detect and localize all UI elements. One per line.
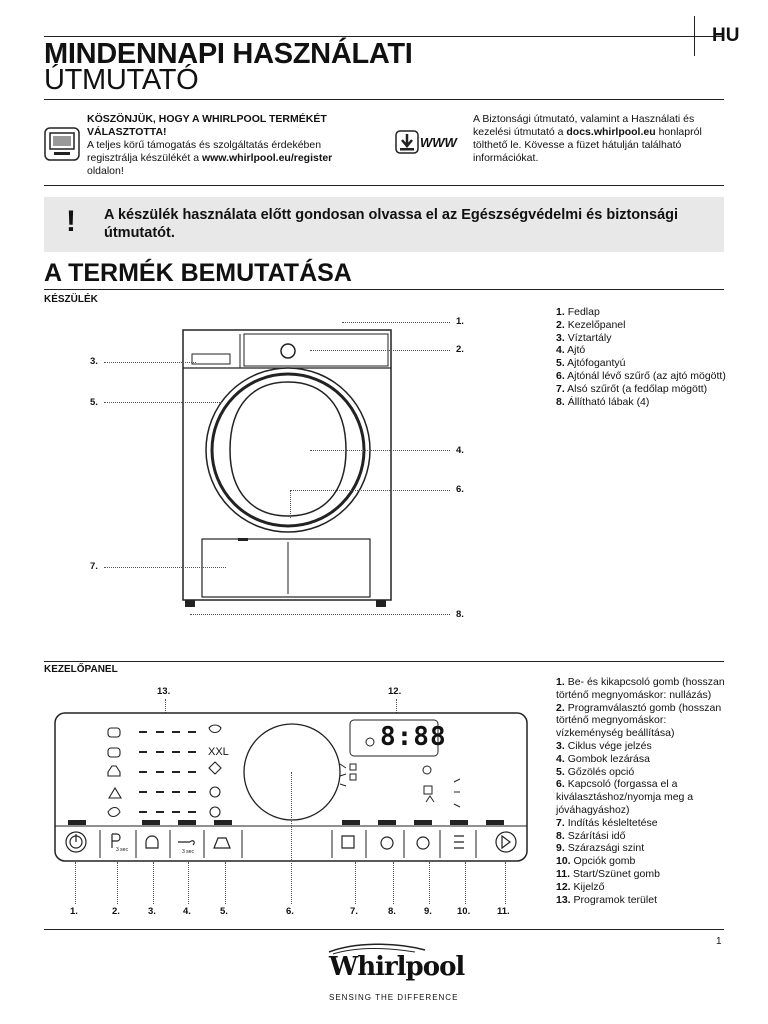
section-title: A TERMÉK BEMUTATÁSA	[44, 259, 352, 287]
thanks-text-2: oldalon!	[87, 165, 124, 177]
section-rule	[44, 289, 724, 290]
leader-b7	[355, 862, 356, 904]
panel-callout-7: 7.	[350, 906, 358, 917]
leader-4	[310, 450, 450, 451]
device-part-8: 8. Állítható lábak (4)	[556, 395, 650, 408]
warning-text: A készülék használata előtt gondosan olvassa el az Egészségvédelmi és biztonsági útmutatót.	[104, 207, 679, 241]
page-title: MINDENNAPI HASZNÁLATI	[44, 38, 413, 70]
panel-callout-10: 10.	[457, 906, 471, 917]
docs-text-1: A Biztonsági útmutató, valamint a Használati és kezelési útmutató a	[473, 113, 695, 138]
panel-part-4: 4. Gombok lezárása	[556, 752, 650, 765]
leader-b4	[188, 862, 189, 904]
device-callout-4: 4.	[456, 445, 464, 456]
program-hold-label: 3 sec	[116, 847, 128, 853]
register-link[interactable]: www.whirlpool.eu/register	[201, 152, 333, 164]
panel-callout-13: 13.	[157, 686, 171, 697]
panel-part-13: 13. Programok terület	[556, 893, 657, 906]
device-callout-7: 7.	[90, 561, 98, 572]
warning-icon: !	[66, 205, 76, 238]
leader-b1	[75, 862, 76, 904]
panel-label: KEZELŐPANEL	[44, 664, 118, 675]
leader-b10	[465, 862, 466, 904]
thanks-body	[87, 139, 362, 178]
thanks-block	[87, 113, 362, 178]
device-part-7: 7. Alsó szűrőt (a fedőlap mögött)	[556, 382, 708, 395]
language-code: HU	[712, 25, 740, 46]
panel-parts-list	[556, 676, 731, 906]
device-part-6: 6. Ajtónál lévő szűrő (az ajtó mögött)	[556, 369, 726, 382]
leader-b6	[291, 772, 292, 904]
www-label: WWW	[420, 135, 457, 150]
brand-tagline: SENSING THE DIFFERENCE	[329, 993, 459, 1002]
brand-name: Whirlpool	[329, 952, 465, 982]
panel-part-1: 1. Be- és kikapcsoló gomb (hosszan történő megnyomáskor: nullázás)	[556, 676, 725, 701]
device-callout-1: 1.	[456, 316, 464, 327]
thanks-text-1: A teljes körű támogatás és szolgáltatás érdekében regisztrálja készülékét a	[87, 139, 322, 164]
leader-b5	[225, 862, 226, 904]
thanks-title: KÖSZÖNJÜK, HOGY A WHIRLPOOL TERMÉKÉT VÁLASZTOTTA!	[87, 113, 327, 138]
device-part-1: 1. Fedlap	[556, 306, 600, 318]
leader-5	[104, 402, 222, 403]
page-number: 1	[716, 936, 722, 947]
panel-callout-5: 5.	[220, 906, 228, 917]
xxl-label: XXL	[208, 746, 229, 758]
panel-part-7: 7. Indítás késleltetése	[556, 816, 658, 829]
panel-callout-1: 1.	[70, 906, 78, 917]
docs-link[interactable]: docs.whirlpool.eu	[566, 126, 656, 138]
leader-3	[104, 362, 196, 363]
leader-7	[104, 567, 226, 568]
device-callout-8: 8.	[456, 609, 464, 620]
footer-rule	[44, 929, 724, 930]
lock-hold-label: 3 sec	[182, 849, 194, 855]
docs-block	[473, 113, 725, 165]
panel-part-3: 3. Ciklus vége jelzés	[556, 739, 652, 752]
panel-section-rule	[44, 661, 724, 662]
panel-callout-3: 3.	[148, 906, 156, 917]
header-vertical-rule	[694, 16, 695, 56]
panel-callout-9: 9.	[424, 906, 432, 917]
page-title-line2: ÚTMUTATÓ	[44, 64, 199, 96]
panel-part-10: 10. Opciók gomb	[556, 855, 636, 868]
docs-text-2: honlapról tölthető le. Kövesse a füzet hátulján található információkat.	[473, 126, 702, 164]
panel-callout-12: 12.	[388, 686, 402, 697]
leader-b9	[429, 862, 430, 904]
dryer-illustration	[180, 326, 395, 614]
panel-part-6: 6. Kapcsoló (forgassa el a kiválasztáshoz/nyomja meg a jóváhagyáshoz)	[556, 778, 694, 816]
device-part-2: 2. Kezelőpanel	[556, 318, 626, 331]
computer-icon	[44, 127, 80, 161]
panel-callout-4: 4.	[183, 906, 191, 917]
leader-b8	[393, 862, 394, 904]
display-digits: 8:88	[380, 722, 447, 752]
panel-part-9: 9. Szárazsági szint	[556, 842, 645, 855]
panel-callout-2: 2.	[112, 906, 120, 917]
device-callout-2: 2.	[456, 344, 464, 355]
title-underline	[44, 99, 724, 100]
leader-6-vertical	[290, 490, 291, 518]
panel-part-12: 12. Kijelző	[556, 880, 605, 893]
device-part-5: 5. Ajtófogantyú	[556, 357, 626, 370]
device-callout-3: 3.	[90, 356, 98, 367]
whirlpool-logo	[325, 942, 465, 982]
panel-callout-6: 6.	[286, 906, 294, 917]
device-parts-list	[556, 306, 726, 408]
leader-b2	[117, 862, 118, 904]
download-www-icon	[395, 129, 465, 157]
warning-box	[44, 197, 724, 252]
panel-part-5: 5. Gőzölés opció	[556, 765, 635, 778]
leader-2	[310, 350, 450, 351]
device-callout-5: 5.	[90, 397, 98, 408]
panel-part-11: 11. Start/Szünet gomb	[556, 867, 660, 880]
device-part-4: 4. Ajtó	[556, 344, 586, 357]
intro-divider	[44, 185, 724, 186]
leader-b11	[505, 862, 506, 904]
leader-b3	[153, 862, 154, 904]
panel-part-8: 8. Szárítási idő	[556, 829, 626, 842]
leader-8	[190, 614, 450, 615]
device-label: KÉSZÜLÉK	[44, 294, 98, 305]
device-part-3: 3. Víztartály	[556, 331, 612, 344]
leader-6	[290, 490, 450, 491]
panel-callout-11: 11.	[497, 906, 510, 917]
header-rule	[44, 36, 724, 37]
device-callout-6: 6.	[456, 484, 464, 495]
panel-callout-8: 8.	[388, 906, 396, 917]
panel-part-2: 2. Programválasztó gomb (hosszan történő megnyomáskor: vízkeménység beállítása)	[556, 701, 722, 740]
leader-1	[342, 322, 450, 323]
